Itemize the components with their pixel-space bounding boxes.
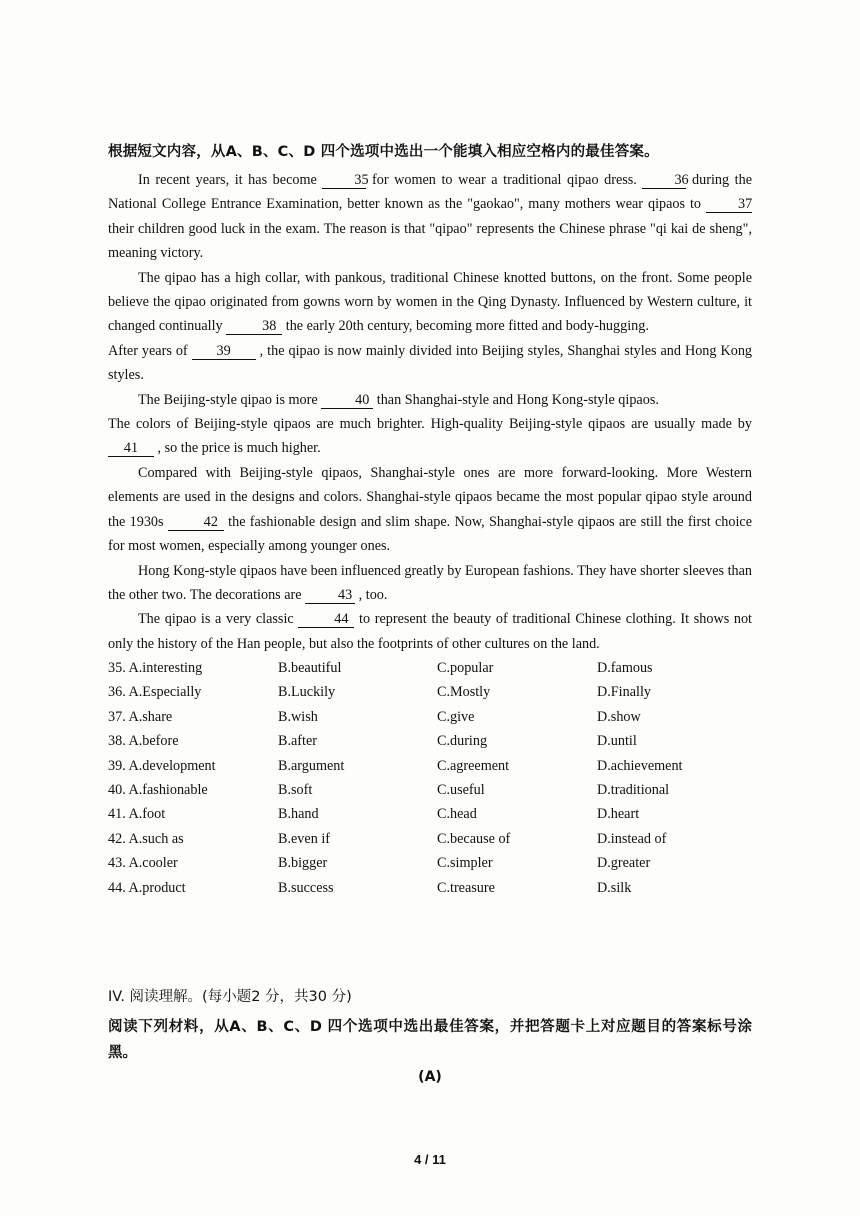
passage-text: to represent the beauty of traditional Chinese clothing. It shows not only the history of the Han people, but also the footprints of other cultures on the land. <box>108 611 753 652</box>
section-instruction: 阅读下列材料，从A、B、C、D 四个选项中选出最佳答案，并把答题卡上对应题目的答案标号涂黑。 <box>108 1019 752 1061</box>
paragraph-3 <box>108 339 752 388</box>
option-choice: 41. A.foot <box>108 806 166 823</box>
blank-40: 40 <box>321 392 373 409</box>
option-choice: D.heart <box>597 806 640 823</box>
option-choice: B.hand <box>278 806 319 823</box>
option-row <box>108 876 752 900</box>
answer-options <box>108 656 752 900</box>
option-choice: C.agreement <box>437 757 510 774</box>
passage-text: The Beijing-style qipao is more <box>138 391 318 408</box>
option-choice: D.greater <box>597 855 651 872</box>
blank-37: 37 <box>706 196 752 213</box>
passage-text: , the qipao is now mainly divided into Beijing styles, Shanghai styles and Hong Kong styles. <box>108 342 753 384</box>
option-choice: 37. A.share <box>108 708 173 725</box>
option-choice: 36. A.Especially <box>108 684 202 701</box>
option-choice: 43. A.cooler <box>108 855 178 872</box>
option-row <box>108 827 752 851</box>
paragraph-6 <box>108 461 752 559</box>
page-number: 4 / 11 <box>414 1152 446 1167</box>
paragraph-2 <box>108 266 752 339</box>
option-choice: D.instead of <box>597 830 667 847</box>
option-choice: B.argument <box>278 757 345 774</box>
passage-text: than Shanghai-style and Hong Kong-style qipaos. <box>376 391 659 408</box>
option-row <box>108 729 752 753</box>
blank-42: 42 <box>168 514 224 531</box>
blank-41: 41 <box>108 440 154 457</box>
option-choice: C.Mostly <box>437 684 491 701</box>
option-choice: D.until <box>597 733 637 750</box>
passage-text: The qipao is a very classic <box>138 611 294 628</box>
passage-text: Compared with Beijing-style qipaos, Shanghai-style ones are more forward-looking. More Western elements are used in the designs and colors. Shanghai-style qipaos became the most popular qipao style around the 1930s <box>108 464 752 530</box>
cloze-instruction: 根据短文内容，从A、B、C、D 四个选项中选出一个能填入相应空格内的最佳答案。 <box>108 144 659 160</box>
option-choice: B.even if <box>278 830 331 847</box>
passage-text: the early 20th century, becoming more fitted and body-hugging. <box>285 318 649 335</box>
option-choice: C.during <box>437 733 488 750</box>
option-choice: 35. A.interesting <box>108 660 203 676</box>
passage-text: during the National College Entrance Examination, better known as the "gaokao", many mothers wear qipaos to <box>108 172 753 213</box>
blank-38: 38 <box>226 318 282 335</box>
option-choice: 38. A.before <box>108 733 179 750</box>
option-choice: C.head <box>437 806 477 823</box>
part-label: (A) <box>418 1069 442 1085</box>
option-choice: C.simpler <box>437 855 493 872</box>
option-row <box>108 851 752 875</box>
option-choice: D.Finally <box>597 684 651 701</box>
option-choice: B.beautiful <box>278 660 342 676</box>
option-choice: B.after <box>278 733 317 750</box>
option-choice: B.bigger <box>278 855 328 872</box>
passage-text: After years of <box>108 342 188 359</box>
option-choice: C.treasure <box>437 879 495 896</box>
passage-text: Hong Kong-style qipaos have been influenced greatly by European fashions. They have shorter sleeves than the other two. The decorations are <box>108 562 752 603</box>
option-row <box>108 778 752 802</box>
blank-43: 43 <box>305 587 355 604</box>
passage-text: , too. <box>358 586 388 603</box>
option-row <box>108 680 752 704</box>
option-choice: 40. A.fashionable <box>108 781 208 798</box>
blank-39: 39 <box>192 343 256 360</box>
option-choice: B.soft <box>278 781 313 798</box>
option-choice: C.useful <box>437 781 485 798</box>
paragraph-5 <box>108 412 752 461</box>
paragraph-4 <box>108 388 752 412</box>
option-choice: D.show <box>597 708 641 725</box>
blank-44: 44 <box>298 611 354 628</box>
option-choice: C.popular <box>437 660 494 676</box>
option-row <box>108 802 752 826</box>
option-choice: 39. A.development <box>108 757 216 774</box>
passage-text: The qipao has a high collar, with pankous, traditional Chinese knotted buttons, on the front. Some people believe the qipao originated from gowns worn by women in the Qing Dynasty. Influenced by Western culture, it changed continually <box>108 269 752 335</box>
passage-text: their children good luck in the exam. The reason is that "qipao" represents the Chinese phrase "qi kai de sheng", meaning victory. <box>108 220 752 262</box>
option-choice: D.silk <box>597 879 632 896</box>
blank-35: 35 <box>322 172 366 189</box>
option-choice: C.give <box>437 708 475 725</box>
option-row <box>108 754 752 778</box>
option-choice: D.achievement <box>597 757 683 774</box>
option-choice: B.success <box>278 879 334 896</box>
paragraph-7 <box>108 559 752 608</box>
option-choice: B.Luckily <box>278 684 336 701</box>
passage-text: The colors of Beijing-style qipaos are much brighter. High-quality Beijing-style qipaos are usually made by <box>108 416 752 433</box>
passage-text: for women to wear a traditional qipao dress. <box>372 172 637 188</box>
passage-text: the fashionable design and slim shape. Now, Shanghai-style qipaos are still the first choice for most women, especially among younger ones. <box>108 513 753 555</box>
paragraph-8 <box>108 607 752 656</box>
section-title: IV. 阅读理解。(每小题2 分，共30 分) <box>108 989 352 1005</box>
option-row <box>108 656 752 680</box>
option-choice: D.traditional <box>597 781 670 798</box>
passage-text: In recent years, it has become <box>138 172 317 188</box>
option-choice: 42. A.such as <box>108 830 184 847</box>
option-choice: C.because of <box>437 830 511 847</box>
passage-text: , so the price is much higher. <box>157 440 321 457</box>
option-row <box>108 705 752 729</box>
option-choice: 44. A.product <box>108 879 186 896</box>
paragraph-1 <box>108 168 752 266</box>
option-choice: B.wish <box>278 708 318 725</box>
cloze-passage <box>108 168 752 656</box>
blank-36: 36 <box>642 172 686 189</box>
option-choice: D.famous <box>597 660 653 676</box>
